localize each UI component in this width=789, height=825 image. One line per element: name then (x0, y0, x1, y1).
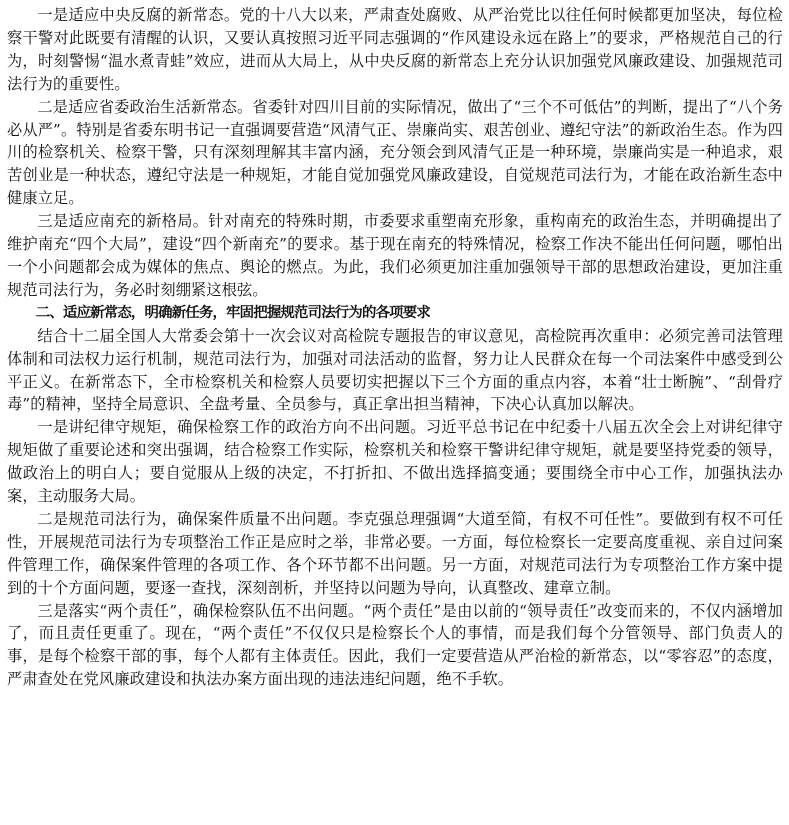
paragraph-central-anticorruption: 一是适应中央反腐的新常态。党的十八大以来，严肃查处腐败、从严治党比以往任何时候都更加坚决，每位检察干警对此既要有清醒的认识，又要认真按照习近平同志强调的“作风建设永远在路上”的要求，严格规范自己的行为，时刻警惕“温水煮青蛙”效应，进而从大局上，从中央反腐的新常态上充分认识加强党风廉政建设、加强规范司法行为的重要性。 (7, 6, 783, 93)
section-heading: 二、适应新常态，明确新任务，牢固把握规范司法行为的各项要求 (35, 304, 430, 321)
paragraph-npc-review: 结合十二届全国人大常委会第十一次会议对高检院专题报告的审议意见，高检院再次重申：必须完善司法管理体制和司法权力运行机制，规范司法行为，加强对司法活动的监督，努力让人民群众在每一个司法案件中感受到公平正义。在新常态下，全市检察机关和检察人员要切实把握以下三个方面的重点内容，本着“壮士断腕”、“刮骨疗毒”的精神，坚持全局意识、全盘考量、全员参与，真正拿出担当精神，下决心认真加以解决。 (7, 326, 783, 414)
document-page (7, 4, 783, 691)
paragraph-discipline-rules: 一是讲纪律守规矩，确保检察工作的政治方向不出问题。习近平总书记在中纪委十八届五次全会上对讲纪律守规矩做了重要论述和突出强调，结合检察工作实际，检察机关和检察干警讲纪律守规矩，就是要坚持党委的领导，做政治上的明白人；要自觉服从上级的决定，不打折扣、不做出选择搞变通；要围绕全市中心工作，加强执法办案，主动服务大局。 (7, 418, 783, 506)
paragraph-judicial-conduct: 二是规范司法行为，确保案件质量不出问题。李克强总理强调“大道至简，有权不可任性”。要做到有权不可任性，开展规范司法行为专项整治工作正是应时之举，非常必要。一方面，每位检察长一定要高度重视、亲自过问案件管理工作，确保案件管理的各项工作、各个环节都不出问题。另一方面，对规范司法行为专项整治工作方案中提到的十个方面问题，要逐一查找，深刻剖析，并坚持以问题为导向，认真整改、建章立制。 (7, 509, 783, 597)
paragraph-provincial-politics: 二是适应省委政治生活新常态。省委针对四川目前的实际情况，做出了“三个不可低估”的判断，提出了“八个务必从严”。特别是省委东明书记一直强调要营造“风清气正、崇廉尚实、艰苦创业、遵纪守法”的新政治生态。作为四川的检察机关、检察干警，只有深刻理解其丰富内涵，充分领会到风清气正是一种环境，崇廉尚实是一种追求，艰苦创业是一种状态，遵纪守法是一种规矩，才能自觉加强党风廉政建设，自觉规范司法行为，才能在政治新生态中健康立足。 (7, 97, 783, 208)
paragraph-two-responsibilities: 三是落实“两个责任”，确保检察队伍不出问题。“两个责任”是由以前的“领导责任”改变而来的，不仅内涵增加了，而且责任更重了。现在，“两个责任”不仅仅只是检察长个人的事情，而是我们每个分管领导、部门负责人的事，是每个检察干部的事，每个人都有主体责任。因此，我们一定要营造从严治检的新常态，以“零容忍”的态度，严肃查处在党风廉政建设和执法办案方面出现的违法违纪问题，绝不手软。 (7, 601, 783, 689)
paragraph-nanchong-pattern: 三是适应南充的新格局。针对南充的特殊时期，市委要求重塑南充形象，重构南充的政治生态，并明确提出了维护南充“四个大局”，建设“四个新南充”的要求。基于现在南充的特殊情况，检察工作决不能出任何问题，哪怕出一个小问题都会成为媒体的焦点、舆论的燃点。为此，我们必须更加注重加强领导干部的思想政治建设，更加注重规范司法行为，务必时刻绷紧这根弦。 (7, 212, 783, 299)
